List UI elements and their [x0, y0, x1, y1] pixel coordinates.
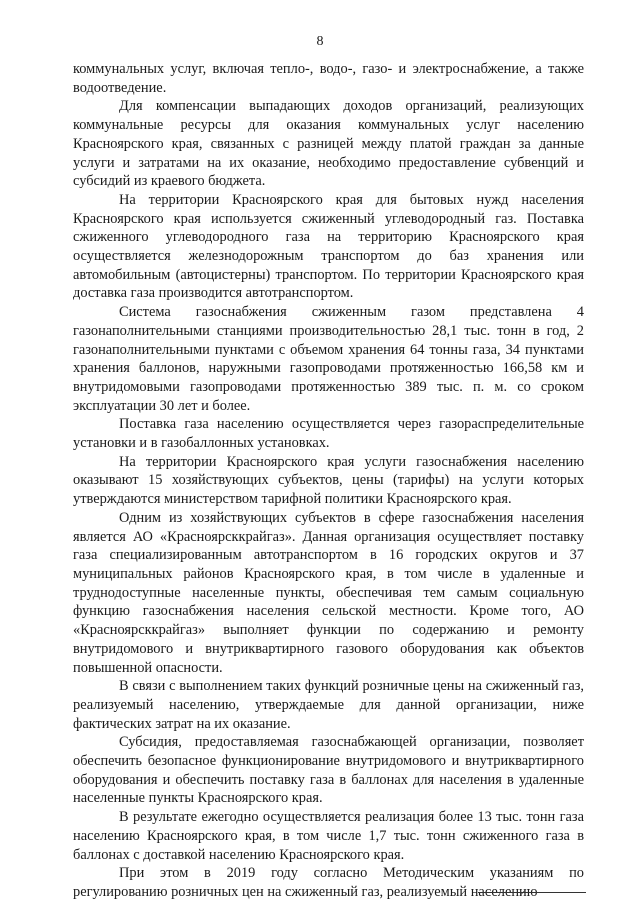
paragraph-kraigaz: Одним из хозяйствующих субъектов в сфере газоснабжения населения является АО «Красноярсккрайгаз». Данная организация осуществляет поставку газа специализированным автотранспортом в 16 городских округов и 37 муниципальных районов Красноярского края, в том числе в удаленные и труднодоступные населенные пункты, обеспечивая тем самым социальную функцию газоснабжения населения сельской местности. Кроме того, АО «Красноярсккрайгаз» выполняет функции по содержанию и ремонту внутридомового и внутриквартирного газового оборудования как объектов повышенной опасности.	[73, 509, 584, 676]
paragraph-compensation: Для компенсации выпадающих доходов организаций, реализующих коммунальные ресурсы для оказания коммунальных услуг населению Красноярского края, связанных с разницей между платой граждан за данные услуги и затратами на их оказание, необходимо предоставление субвенций и субсидий из краевого бюджета.	[73, 98, 584, 190]
paragraph-annual-sales: В результате ежегодно осуществляется реализация более 13 тыс. тонн газа населению Красноярского края, в том числе 1,7 тыс. тонн сжиженного газа в баллонах с доставкой населению Красноярского края.	[73, 809, 584, 863]
paragraph-retail-prices: В связи с выполнением таких функций розничные цены на сжиженный газ, реализуемый населению, утверждаемые для данной организации, ниже фактических затрат на их оказание.	[73, 678, 584, 732]
paragraph-subsidy: Субсидия, предоставляемая газоснабжающей организации, позволяет обеспечить безопасное функционирование внутридомового и внутриквартирного оборудования и обеспечить поставку газа в баллонах для населения в удаленные населенные пункты Красноярского края.	[73, 734, 584, 807]
paragraph-delivery-methods: Поставка газа населению осуществляется через газораспределительные установки и в газобаллонных установках.	[73, 416, 584, 452]
paragraph-continuation: коммунальных услуг, включая тепло-, водо-, газо- и электроснабжение, а также водоотведение.	[73, 61, 584, 96]
paragraph-lpg-supply: На территории Красноярского края для бытовых нужд населения Красноярского края используется сжиженный углеводородный газ. Поставка сжиженного углеводородного газа на территорию Красноярского края осуществляется железнодорожным транспортом до баз хранения или автомобильным (автоцистерны) транспортом. По территории Красноярского края доставка газа производится автотранспортом.	[73, 191, 584, 302]
paragraph-service-providers: На территории Красноярского края услуги газоснабжения населению оказывают 15 хозяйствующих субъектов, цены (тарифы) на услуги которых утверждаются министерством тарифной политики Красноярского края.	[73, 453, 584, 508]
footer-rule	[478, 892, 586, 893]
paragraph-gas-system: Система газоснабжения сжиженным газом представлена 4 газонаполнительными станциями производительностью 28,1 тыс. тонн в год, 2 газонаполнительными пунктами с объемом хранения 64 тонны газа, 34 пунктами хранения баллонов, наружными газопроводами протяженностью 166,58 км и внутридомовыми газопроводами протяженностью 389 тыс. п. м. со сроком эксплуатации 30 лет и более.	[73, 304, 584, 414]
document-body	[73, 60, 584, 902]
paragraph-2019-guidelines: При этом в 2019 году согласно Методическим указаниям по регулированию розничных цен на сжиженный газ, реализуемый населению	[73, 865, 584, 900]
page-number: 8	[316, 34, 324, 49]
